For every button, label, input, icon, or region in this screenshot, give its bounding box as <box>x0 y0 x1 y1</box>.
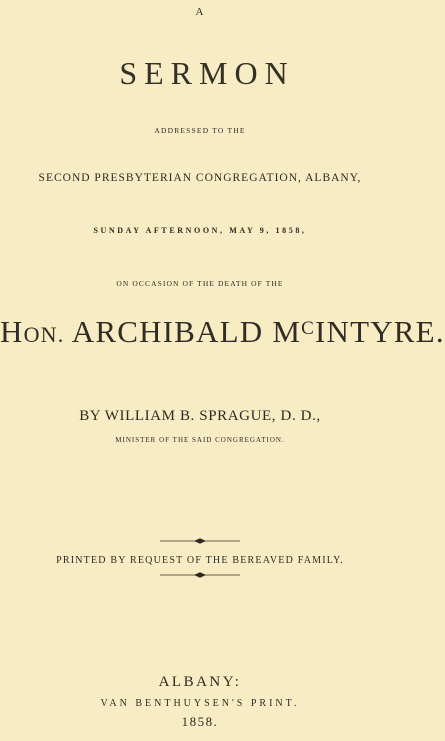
congregation-line: SECOND PRESBYTERIAN CONGREGATION, ALBANY, <box>38 172 362 184</box>
imprint-printer: VAN BENTHUYSEN'S PRINT. <box>100 698 300 709</box>
occasion-line: ON OCCASION OF THE DEATH OF THE <box>116 279 284 288</box>
author-line: BY WILLIAM B. SPRAGUE, D. D., <box>79 408 321 424</box>
subject-name-end: INTYRE. <box>314 314 445 349</box>
sermon-title: SERMON <box>119 55 295 91</box>
ornamental-rule-top <box>160 537 240 545</box>
date-line: SUNDAY AFTERNOON, MAY 9, 1858, <box>93 226 307 235</box>
imprint-city: ALBANY: <box>158 674 242 690</box>
printed-by-request-line: PRINTED BY REQUEST OF THE BEREAVED FAMILY. <box>56 555 344 566</box>
subject-name <box>0 314 445 350</box>
subject-name-sup: C <box>301 318 315 339</box>
subject-hon-rest: ON. <box>23 322 65 347</box>
author-role-line: MINISTER OF THE SAID CONGREGATION. <box>115 436 285 444</box>
imprint-year: 1858. <box>181 714 219 729</box>
title-article: A <box>195 6 205 18</box>
subject-name-main: ARCHIBALD M <box>71 314 302 349</box>
ornamental-rule-bottom <box>160 571 240 579</box>
addressed-to-line: ADDRESSED TO THE <box>154 126 246 135</box>
subject-hon-initial: H <box>0 314 24 349</box>
